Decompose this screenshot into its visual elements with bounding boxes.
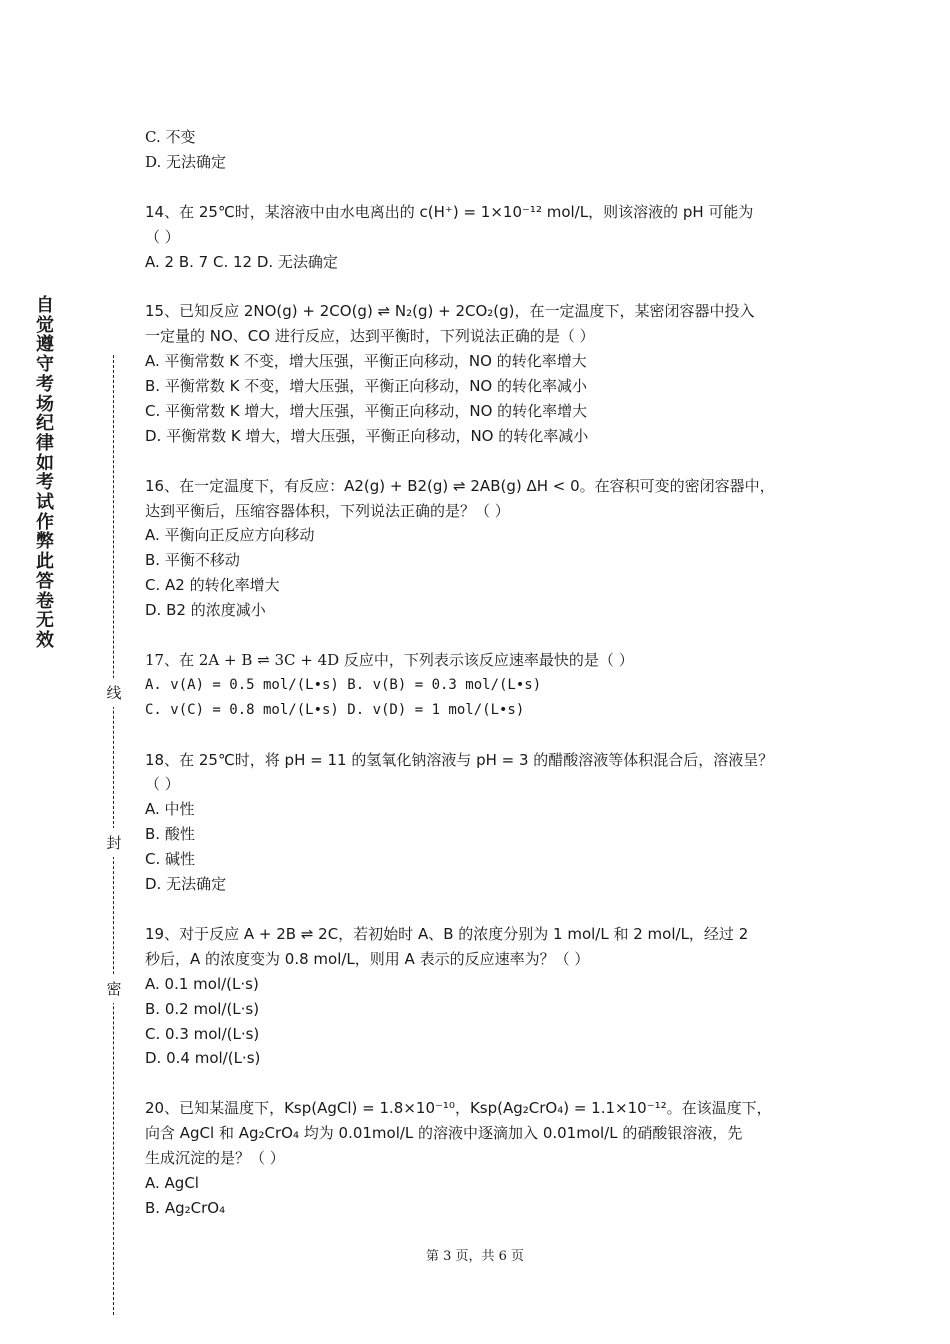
q19-option-a: A. 0.1 mol/(L·s) — [145, 974, 259, 993]
q20-option-a: A. AgCl — [145, 1173, 199, 1192]
q18-option-b: B. 酸性 — [145, 825, 195, 844]
q19-option-d: D. 0.4 mol/(L·s) — [145, 1049, 261, 1068]
q16-stem: 16、在一定温度下，有反应：A2(g) + B2(g) ⇌ 2AB(g) ΔH < 0。在容积可变的密闭容器中， — [145, 476, 775, 495]
q20-option-b: B. Ag₂CrO₄ — [145, 1198, 226, 1217]
q15-stem-cont: 一定量的 NO、CO 进行反应，达到平衡时，下列说法正确的是（ ） — [145, 327, 595, 346]
q18-option-c: C. 碱性 — [145, 850, 196, 869]
side-notice: 自 觉 遵 守 考 场 纪 律 如 考 试 作 弊 此 答 卷 无 效 — [36, 295, 54, 651]
q16-stem-cont: 达到平衡后，压缩容器体积，下列说法正确的是？（ ） — [145, 501, 510, 520]
q17-options-cd: C. v(C) = 0.8 mol/(L•s) D. v(D) = 1 mol/(L•s) — [145, 701, 525, 718]
q14-options: A. 2 B. 7 C. 12 D. 无法确定 — [145, 252, 338, 271]
q19-option-b: B. 0.2 mol/(L·s) — [145, 999, 260, 1018]
q15-option-c: C. 平衡常数 K 增大，增大压强，平衡正向移动，NO 的转化率增大 — [145, 401, 588, 420]
q15-option-a: A. 平衡常数 K 不变，增大压强，平衡正向移动，NO 的转化率增大 — [145, 352, 587, 371]
binding-mark-xian: 线 — [105, 678, 123, 707]
q19-stem-cont: 秒后，A 的浓度变为 0.8 mol/L，则用 A 表示的反应速率为？（ ） — [145, 949, 590, 968]
q13-option-c: C. 不变 — [145, 128, 196, 146]
binding-mark-feng: 封 — [105, 828, 123, 857]
q16-option-c: C. A2 的转化率增大 — [145, 576, 280, 595]
q18-stem: 18、在 25℃时，将 pH = 11 的氢氧化钠溶液与 pH = 3 的醋酸溶液等体积混合后，溶液呈？ — [145, 750, 774, 769]
question-content — [145, 125, 820, 1221]
q16-option-d: D. B2 的浓度减小 — [145, 601, 266, 620]
q16-option-b: B. 平衡不移动 — [145, 551, 240, 570]
q13-option-d: D. 无法确定 — [145, 152, 227, 171]
binding-mark-mi: 密 — [105, 974, 123, 1003]
q18-option-a: A. 中性 — [145, 800, 195, 819]
q18-stem-cont: （ ） — [145, 775, 180, 794]
q20-stem-cont-2: 生成沉淀的是？（ ） — [145, 1149, 285, 1168]
q17-options-ab: A. v(A) = 0.5 mol/(L•s) B. v(B) = 0.3 mol/(L•s) — [145, 676, 542, 693]
q20-stem-cont: 向含 AgCl 和 Ag₂CrO₄ 均为 0.01mol/L 的溶液中逐滴加入 0.01mol/L 的硝酸银溶液，先 — [145, 1124, 743, 1143]
q19-stem: 19、对于反应 A + 2B ⇌ 2C，若初始时 A、B 的浓度分别为 1 mol/L 和 2 mol/L，经过 2 — [145, 924, 749, 943]
q15-option-b: B. 平衡常数 K 不变，增大压强，平衡正向移动，NO 的转化率减小 — [145, 377, 587, 396]
q15-stem: 15、已知反应 2NO(g) + 2CO(g) ⇌ N₂(g) + 2CO₂(g)，在一定温度下，某密闭容器中投入 — [145, 302, 755, 321]
q15-option-d: D. 平衡常数 K 增大，增大压强，平衡正向移动，NO 的转化率减小 — [145, 426, 589, 445]
q14-stem: 14、在 25℃时，某溶液中由水电离出的 c(H⁺) = 1×10⁻¹² mol/L，则该溶液的 pH 可能为 — [145, 202, 754, 221]
q16-option-a: A. 平衡向正反应方向移动 — [145, 526, 315, 545]
q19-option-c: C. 0.3 mol/(L·s) — [145, 1024, 260, 1043]
q18-option-d: D. 无法确定 — [145, 875, 227, 894]
q14-stem-cont: （ ） — [145, 227, 180, 246]
q20-stem: 20、已知某温度下，Ksp(AgCl) = 1.8×10⁻¹⁰，Ksp(Ag₂CrO₄) = 1.1×10⁻¹²。在该温度下， — [145, 1099, 772, 1118]
q17-stem: 17、在 2A + B ⇌ 3C + 4D 反应中，下列表示该反应速率最快的是（ ） — [145, 650, 634, 669]
page-number-footer: 第 3 页，共 6 页 — [425, 1249, 525, 1264]
